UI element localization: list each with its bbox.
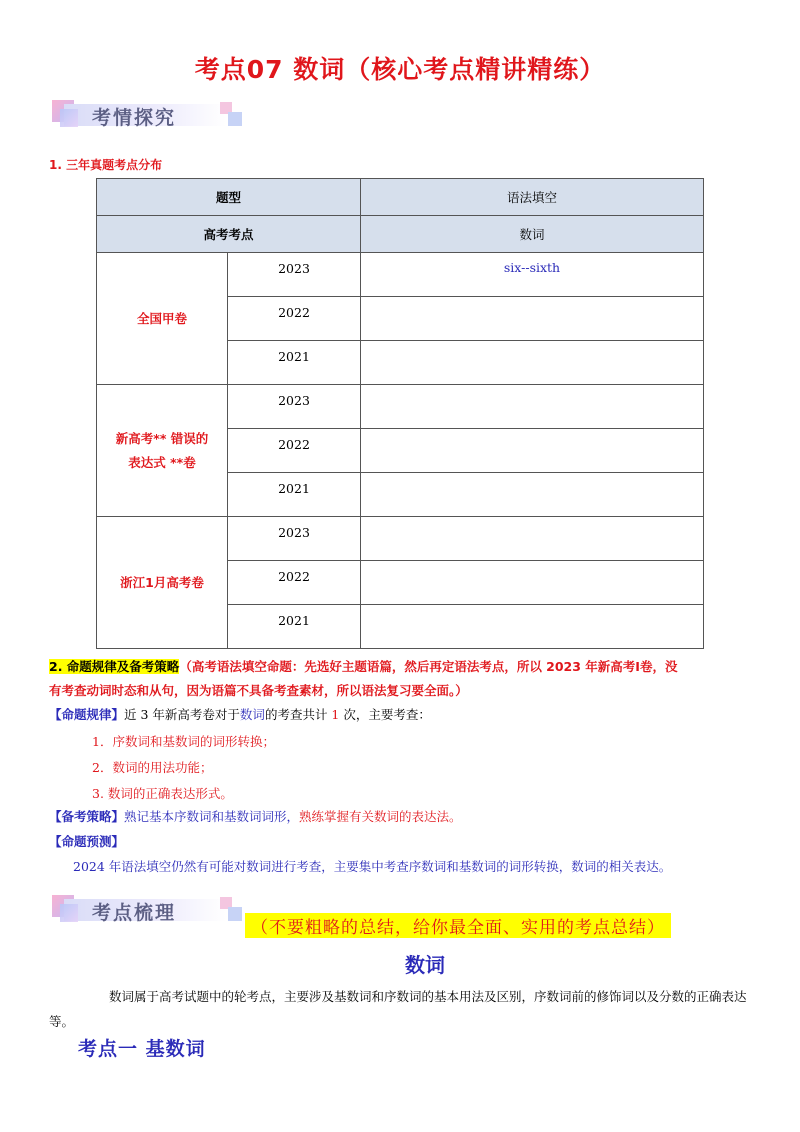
forecast-label: 【命题预测】 [49, 834, 125, 849]
banner-key-points [52, 895, 252, 927]
subtopic-heading: 考点一 基数词 [78, 1038, 206, 1060]
decor-square [228, 907, 242, 921]
header-cell: 数词 [361, 216, 704, 253]
rule-line [49, 703, 761, 727]
answer-cell [361, 429, 704, 473]
answer-cell [361, 517, 704, 561]
region-cell: 全国甲卷 [97, 253, 228, 385]
topic-heading: 数词 [405, 953, 445, 977]
table-row [97, 517, 704, 561]
year-cell: 2022 [228, 297, 361, 341]
region-cell: 浙江1月高考卷 [97, 517, 228, 649]
strategy-label: 【备考策略】 [49, 809, 125, 824]
header-cell: 题型 [97, 179, 361, 216]
section-heading-strategy: 2. 命题规律及备考策略 [49, 659, 180, 674]
year-cell: 2021 [228, 605, 361, 649]
rule-text: 近 3 年新高考卷对于 [124, 707, 240, 722]
table-header-row [97, 179, 704, 216]
decor-square [60, 904, 78, 922]
region-line: 表达式 **卷 [128, 454, 196, 470]
region-line: 新高考** 错误的 [115, 430, 209, 446]
decor-square [228, 112, 242, 126]
rule-text: 的考查共计 [264, 707, 332, 722]
rule-count: 1 [331, 707, 340, 722]
year-cell: 2022 [228, 561, 361, 605]
year-cell: 2021 [228, 341, 361, 385]
list-item: 2．数词的用法功能； [92, 760, 213, 775]
decor-square [60, 109, 78, 127]
table-row [97, 253, 704, 297]
list-item: 1．序数词和基数词的词形转换； [92, 734, 275, 749]
rule-text: 次，主要考查： [339, 707, 431, 722]
rule-text-keyword: 数词 [239, 707, 265, 722]
table-header-row [97, 216, 704, 253]
strategy-text: 熟练掌握有关数词的表达法。 [299, 809, 462, 824]
banner-label: 考情探究 [92, 107, 177, 129]
section-note: （高考语法填空命题：先选好主题语篇，然后再定语法考点，所以 2023 年新高考Ⅰ卷，没 [179, 659, 678, 674]
year-cell: 2023 [228, 385, 361, 429]
table-row [97, 385, 704, 429]
section2-intro [49, 655, 761, 703]
page-title: 考点07 数词（核心考点精讲精练） [194, 55, 606, 84]
intro-paragraph: 数词属于高考试题中的轮考点，主要涉及基数词和序数词的基本用法及区别，序数词前的修饰词以及分数的正确表达等。 [49, 989, 747, 1029]
answer-cell [361, 341, 704, 385]
rule-label: 【命题规律】 [49, 707, 125, 722]
banner-exam-analysis [52, 100, 252, 132]
region-cell [97, 385, 228, 517]
strategy-text: 熟记基本序数词和基数词词形， [124, 809, 300, 824]
forecast-text: 2024 年语法填空仍然有可能对数词进行考查，主要集中考查序数词和基数词的词形转换，数词的相关表达。 [73, 859, 672, 874]
year-cell: 2021 [228, 473, 361, 517]
header-cell: 高考考点 [97, 216, 361, 253]
section-note: 有考查动词时态和从句，因为语篇不具备考查素材，所以语法复习要全面。） [49, 683, 468, 698]
exam-distribution-table [96, 178, 704, 649]
year-cell: 2023 [228, 253, 361, 297]
answer-cell [361, 297, 704, 341]
forecast-label-line [49, 830, 761, 854]
answer-cell [361, 385, 704, 429]
answer-cell [361, 561, 704, 605]
header-cell: 语法填空 [361, 179, 704, 216]
answer-cell [361, 605, 704, 649]
list-item: 3. 数词的正确表达形式。 [92, 786, 233, 801]
strategy-line [49, 805, 761, 829]
banner-note: （不要粗略的总结，给你最全面、实用的考点总结） [245, 913, 671, 938]
year-cell: 2022 [228, 429, 361, 473]
banner-label: 考点梳理 [92, 902, 177, 924]
section-heading-distribution: 1. 三年真题考点分布 [49, 158, 163, 172]
year-cell: 2023 [228, 517, 361, 561]
answer-cell: six--sixth [361, 253, 704, 297]
answer-cell [361, 473, 704, 517]
